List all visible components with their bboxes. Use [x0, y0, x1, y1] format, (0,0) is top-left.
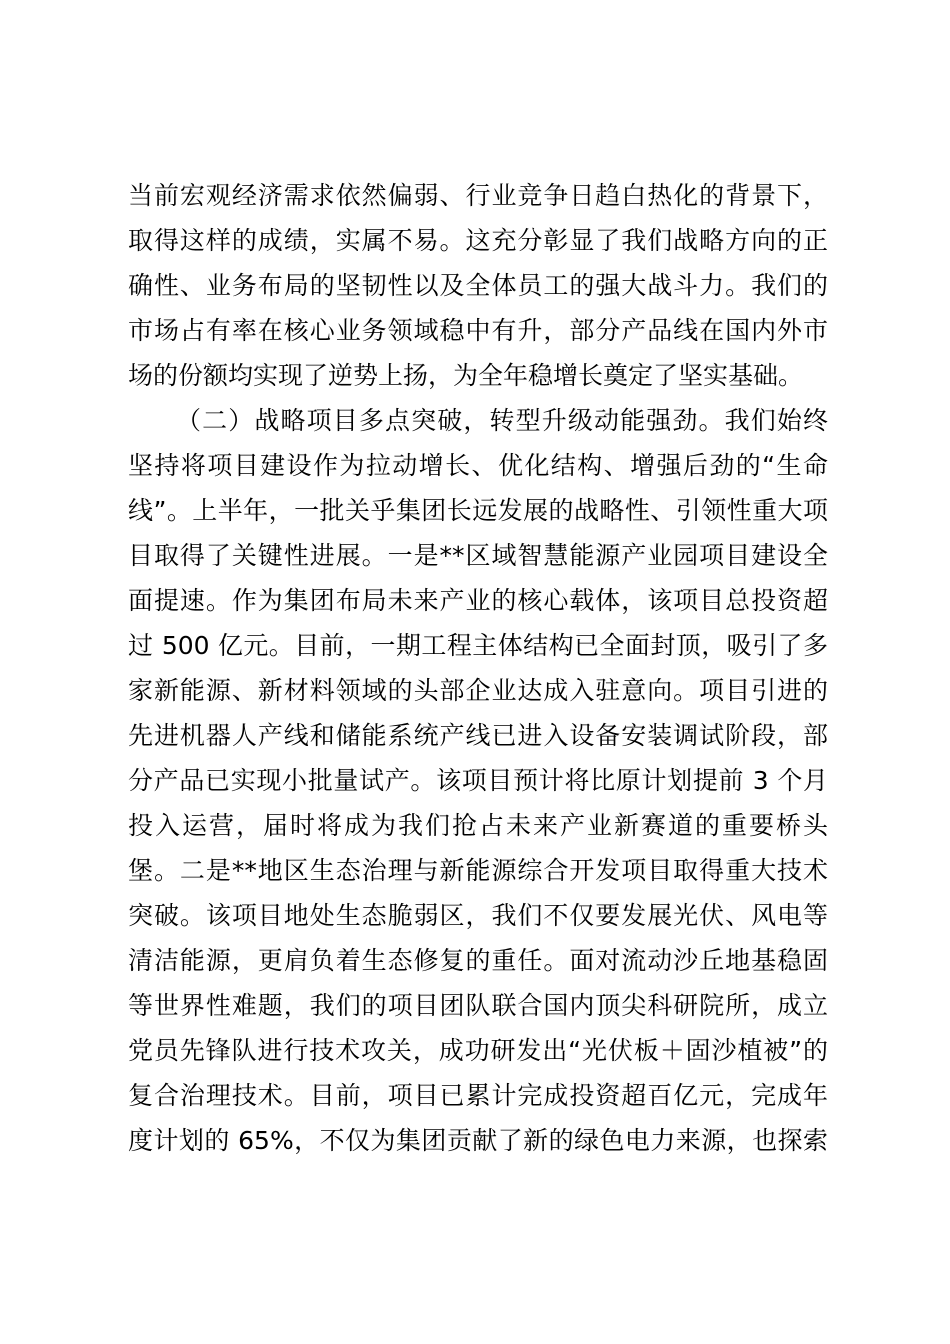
body-text-line: 坚持将项目建设作为拉动增长、优化结构、增强后劲的“生命 — [128, 451, 828, 480]
body-text-line: 家新能源、新材料领域的头部企业达成入驻意向。项目引进的 — [128, 676, 828, 705]
body-text-line: 等世界性难题，我们的项目团队联合国内顶尖科研院所，成立 — [128, 991, 828, 1020]
section-heading-line: （二）战略项目多点突破，转型升级动能强劲。我们始终 — [176, 406, 828, 435]
body-text-line: 线”。上半年，一批关乎集团长远发展的战略性、引领性重大项 — [128, 496, 828, 525]
body-text-line: 确性、业务布局的坚韧性以及全体员工的强大战斗力。我们的 — [128, 271, 828, 300]
body-text-line: 分产品已实现小批量试产。该项目预计将比原计划提前 3 个月 — [128, 766, 828, 795]
body-text-line: 过 500 亿元。目前，一期工程主体结构已全面封顶，吸引了多 — [128, 631, 828, 660]
body-text-line: 目取得了关键性进展。一是**区域智慧能源产业园项目建设全 — [128, 541, 828, 570]
body-text-line: 当前宏观经济需求依然偏弱、行业竞争日趋白热化的背景下， — [128, 181, 828, 210]
body-text-line: 先进机器人产线和储能系统产线已进入设备安装调试阶段，部 — [128, 721, 828, 750]
body-text-line: 堡。二是**地区生态治理与新能源综合开发项目取得重大技术 — [128, 856, 828, 885]
body-text-line: 度计划的 65%，不仅为集团贡献了新的绿色电力来源，也探索 — [128, 1126, 828, 1155]
body-text-line: 复合治理技术。目前，项目已累计完成投资超百亿元，完成年 — [128, 1081, 828, 1110]
body-text-line: 突破。该项目地处生态脆弱区，我们不仅要发展光伏、风电等 — [128, 901, 828, 930]
body-text-line: 党员先锋队进行技术攻关，成功研发出“光伏板＋固沙植被”的 — [128, 1036, 828, 1065]
body-text-line: 投入运营，届时将成为我们抢占未来产业新赛道的重要桥头 — [128, 811, 828, 840]
body-text-line: 清洁能源，更肩负着生态修复的重任。面对流动沙丘地基稳固 — [128, 946, 828, 975]
body-text-line: 市场占有率在核心业务领域稳中有升，部分产品线在国内外市 — [128, 316, 828, 345]
body-text-line: 场的份额均实现了逆势上扬，为全年稳增长奠定了坚实基础。 — [128, 361, 804, 390]
body-text-line: 面提速。作为集团布局未来产业的核心载体，该项目总投资超 — [128, 586, 828, 615]
body-text-line: 取得这样的成绩，实属不易。这充分彰显了我们战略方向的正 — [128, 226, 828, 255]
